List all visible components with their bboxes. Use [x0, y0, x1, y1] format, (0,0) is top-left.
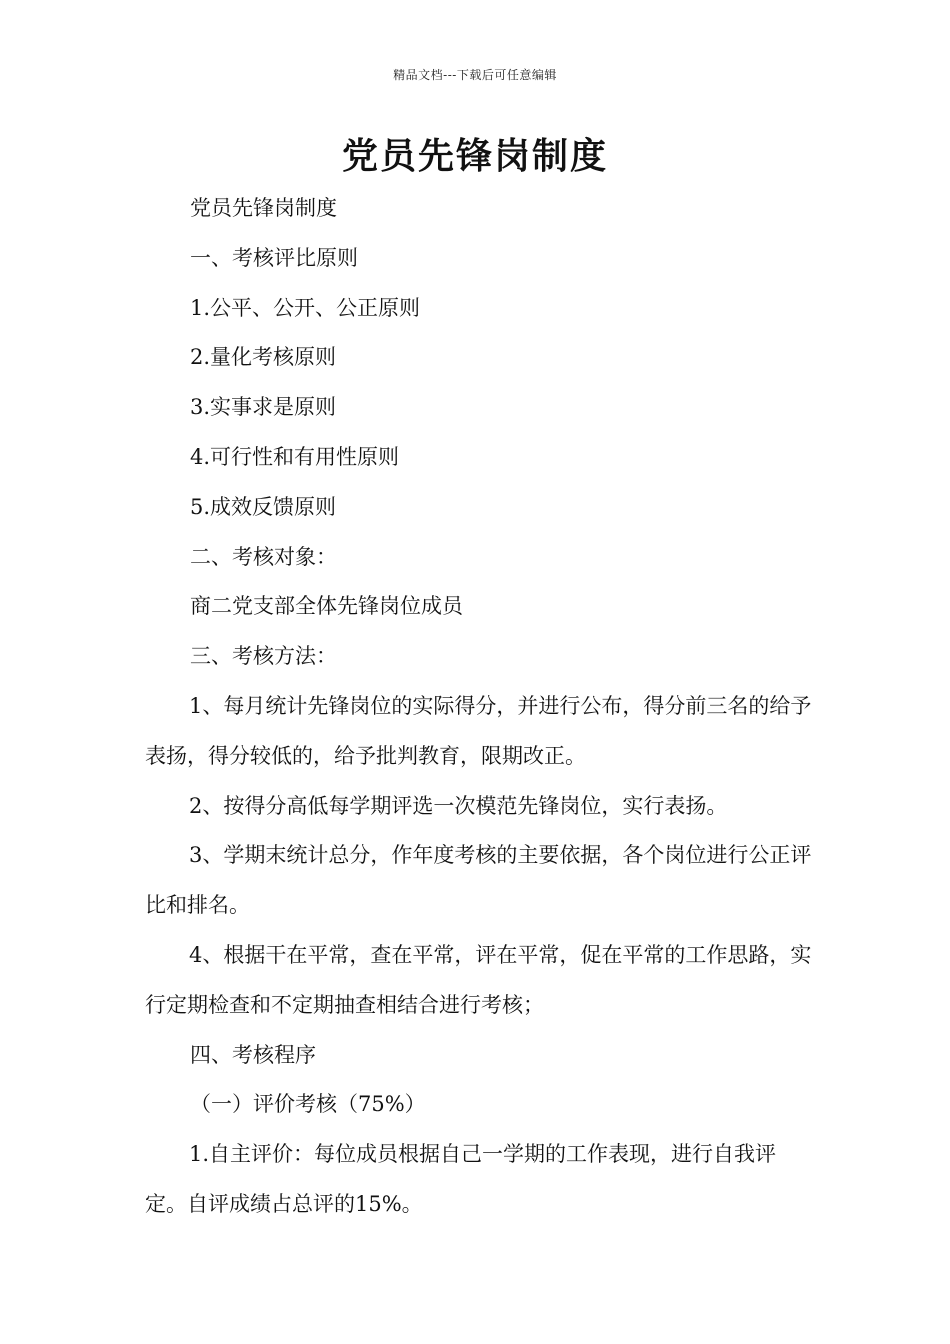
section-heading-1: 一、考核评比原则 — [190, 245, 358, 270]
list-item: 2.量化考核原则 — [190, 345, 337, 370]
list-item: 4.可行性和有用性原则 — [190, 444, 400, 469]
paragraph: 商二党支部全体先锋岗位成员 — [190, 594, 463, 619]
header-note: 精品文档---下载后可任意编辑 — [393, 68, 557, 82]
paragraph: 4、根据干在平常，查在平常，评在平常，促在平常的工作思路，实行定期检查和不定期抽查相结合进行考核； — [145, 942, 812, 1017]
section-heading-2: 二、考核对象： — [190, 544, 337, 569]
paragraph: 1、每月统计先锋岗位的实际得分，并进行公布，得分前三名的给予表扬，得分较低的，给予批判教育，限期改正。 — [145, 693, 812, 768]
list-item: 3.实事求是原则 — [190, 395, 337, 420]
paragraph: 2、按得分高低每学期评选一次模范先锋岗位，实行表扬。 — [189, 793, 728, 818]
document-title: 党员先锋岗制度 — [341, 136, 608, 177]
section-heading-4: 四、考核程序 — [190, 1042, 316, 1067]
list-item: 5.成效反馈原则 — [190, 494, 337, 519]
section-heading-3: 三、考核方法： — [190, 644, 337, 669]
document-body — [145, 184, 817, 1230]
paragraph: 3、学期末统计总分，作年度考核的主要依据，各个岗位进行公正评比和排名。 — [145, 843, 812, 918]
list-item: 1.公平、公开、公正原则 — [190, 295, 421, 320]
subsection-heading: （一）评价考核（75%） — [190, 1092, 426, 1117]
paragraph-subtitle: 党员先锋岗制度 — [190, 196, 337, 220]
paragraph: 1.自主评价：每位成员根据自己一学期的工作表现，进行自我评定。自评成绩占总评的15%。 — [145, 1142, 777, 1216]
